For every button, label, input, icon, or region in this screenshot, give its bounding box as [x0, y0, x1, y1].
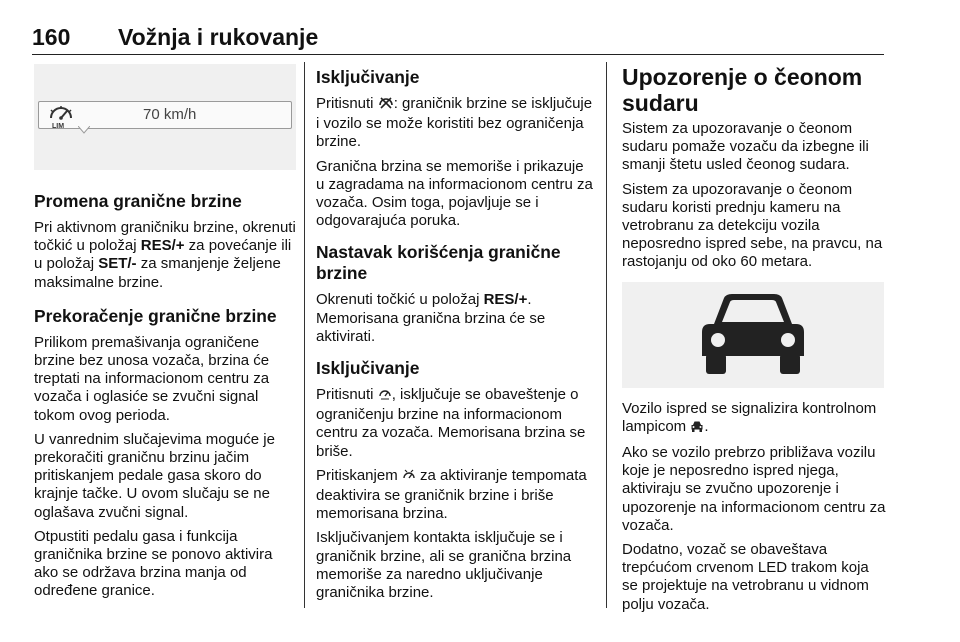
paragraph: Pri aktivnom graničniku brzine, okrenuti točkić u položaj RES/+ za povećanje ili u položaj SET/- za smanjenje željene maksimalne brzine.	[34, 219, 296, 291]
section-title: Nastavak korišćenja granične brzine	[316, 242, 561, 284]
column-divider	[304, 62, 305, 608]
paragraph: Okrenuti točkić u položaj RES/+. Memorisana granična brzina će se aktivirati.	[316, 291, 546, 345]
paragraph: Prilikom premašivanja ograničene brzine bez unosa vozača, brzina će treptati na informacionom centru za vozača i oglasiće se zvučni signal tokom ovog perioda.	[34, 333, 270, 424]
display-pointer	[78, 126, 90, 134]
cruise-control-icon	[402, 468, 416, 487]
paragraph: Otpustiti pedalu gasa i funkcija graničnika brzine se ponovo aktivira ako se održava brzina manja od određene granice.	[34, 527, 273, 600]
column-divider	[606, 62, 607, 608]
section-title: Isključivanje	[316, 67, 420, 87]
section-title: Promena granične brzine	[34, 191, 242, 211]
paragraph: Ako se vozilo prebrzo približava vozilu koje je neposredno ispred njega, aktiviraju se zvučno upozorenje i upozorenje na informacionom centru za vozača.	[622, 444, 886, 534]
speed-limiter-off-icon	[378, 96, 394, 115]
speed-limiter-icon	[378, 387, 392, 406]
page-header	[32, 20, 884, 55]
column-1	[34, 64, 296, 607]
speed-limiter-lim-icon	[47, 105, 75, 134]
vehicle-ahead-figure	[622, 282, 884, 388]
column-2	[316, 67, 594, 608]
section-title: Prekoračenje granične brzine	[34, 305, 277, 326]
section-title: Isključivanje	[316, 358, 420, 379]
speed-limiter-value: 70 km/h	[143, 106, 197, 123]
paragraph: U vanrednim slučajevima moguće je prekoračiti graničnu brzinu jačim pritiskanjem pedale gasa skoro do krajnje tačke. U ovom slučaju se ne oglašava zvučni signal.	[34, 430, 275, 521]
paragraph: Sistem za upozoravanje o čeonom sudaru pomaže vozaču da izbegne ili smanji štetu usled čeonog sudara.	[622, 120, 869, 174]
page-number: 160	[32, 24, 71, 50]
speed-limiter-figure	[34, 64, 296, 170]
chapter-title: Vožnja i rukovanje	[118, 24, 319, 50]
vehicle-ahead-small-icon	[690, 420, 704, 438]
speed-limiter-display	[38, 101, 292, 129]
paragraph: Pritisnuti : graničnik brzine se isključuje i vozilo se može koristiti bez ograničenja brzine.	[316, 95, 593, 151]
column-3	[622, 64, 888, 620]
paragraph: Vozilo ispred se signalizira kontrolnom lampicom .	[622, 400, 888, 438]
section-title: Upozorenje o čeonom sudaru	[622, 64, 863, 116]
paragraph: Sistem za upozoravanje o čeonom sudaru koristi prednju kameru na vetrobranu za detekciju vozila neposredno ispred sebe, na pravcu, na rastojanju od oko 60 metara.	[622, 180, 883, 271]
vehicle-ahead-icon	[692, 290, 814, 382]
paragraph: Pritisnuti , isključuje se obaveštenje o ograničenju brzine na informacionom centru za vozača. Memorisana brzina se briše.	[316, 386, 586, 460]
paragraph: Isključivanjem kontakta isključuje se i graničnik brzine, ali se granična brzina memoriše za naredno uključivanje graničnika brzine.	[316, 529, 572, 602]
paragraph: Dodatno, vozač se obaveštava trepćućom crvenom LED trakom koja se projektuje na vetrobranu u vidnom polju vozača.	[622, 541, 869, 613]
paragraph: Pritiskanjem za aktiviranje tempomata deaktivira se graničnik brzine i briše memorisana brzina.	[316, 466, 587, 523]
paragraph: Granična brzina se memoriše i prikazuje u zagradama na informacionom centru za vozača. Osim toga, pojavljuje se i odgovarajuća poruka.	[316, 157, 593, 230]
svg-text:LIM: LIM	[52, 123, 65, 129]
